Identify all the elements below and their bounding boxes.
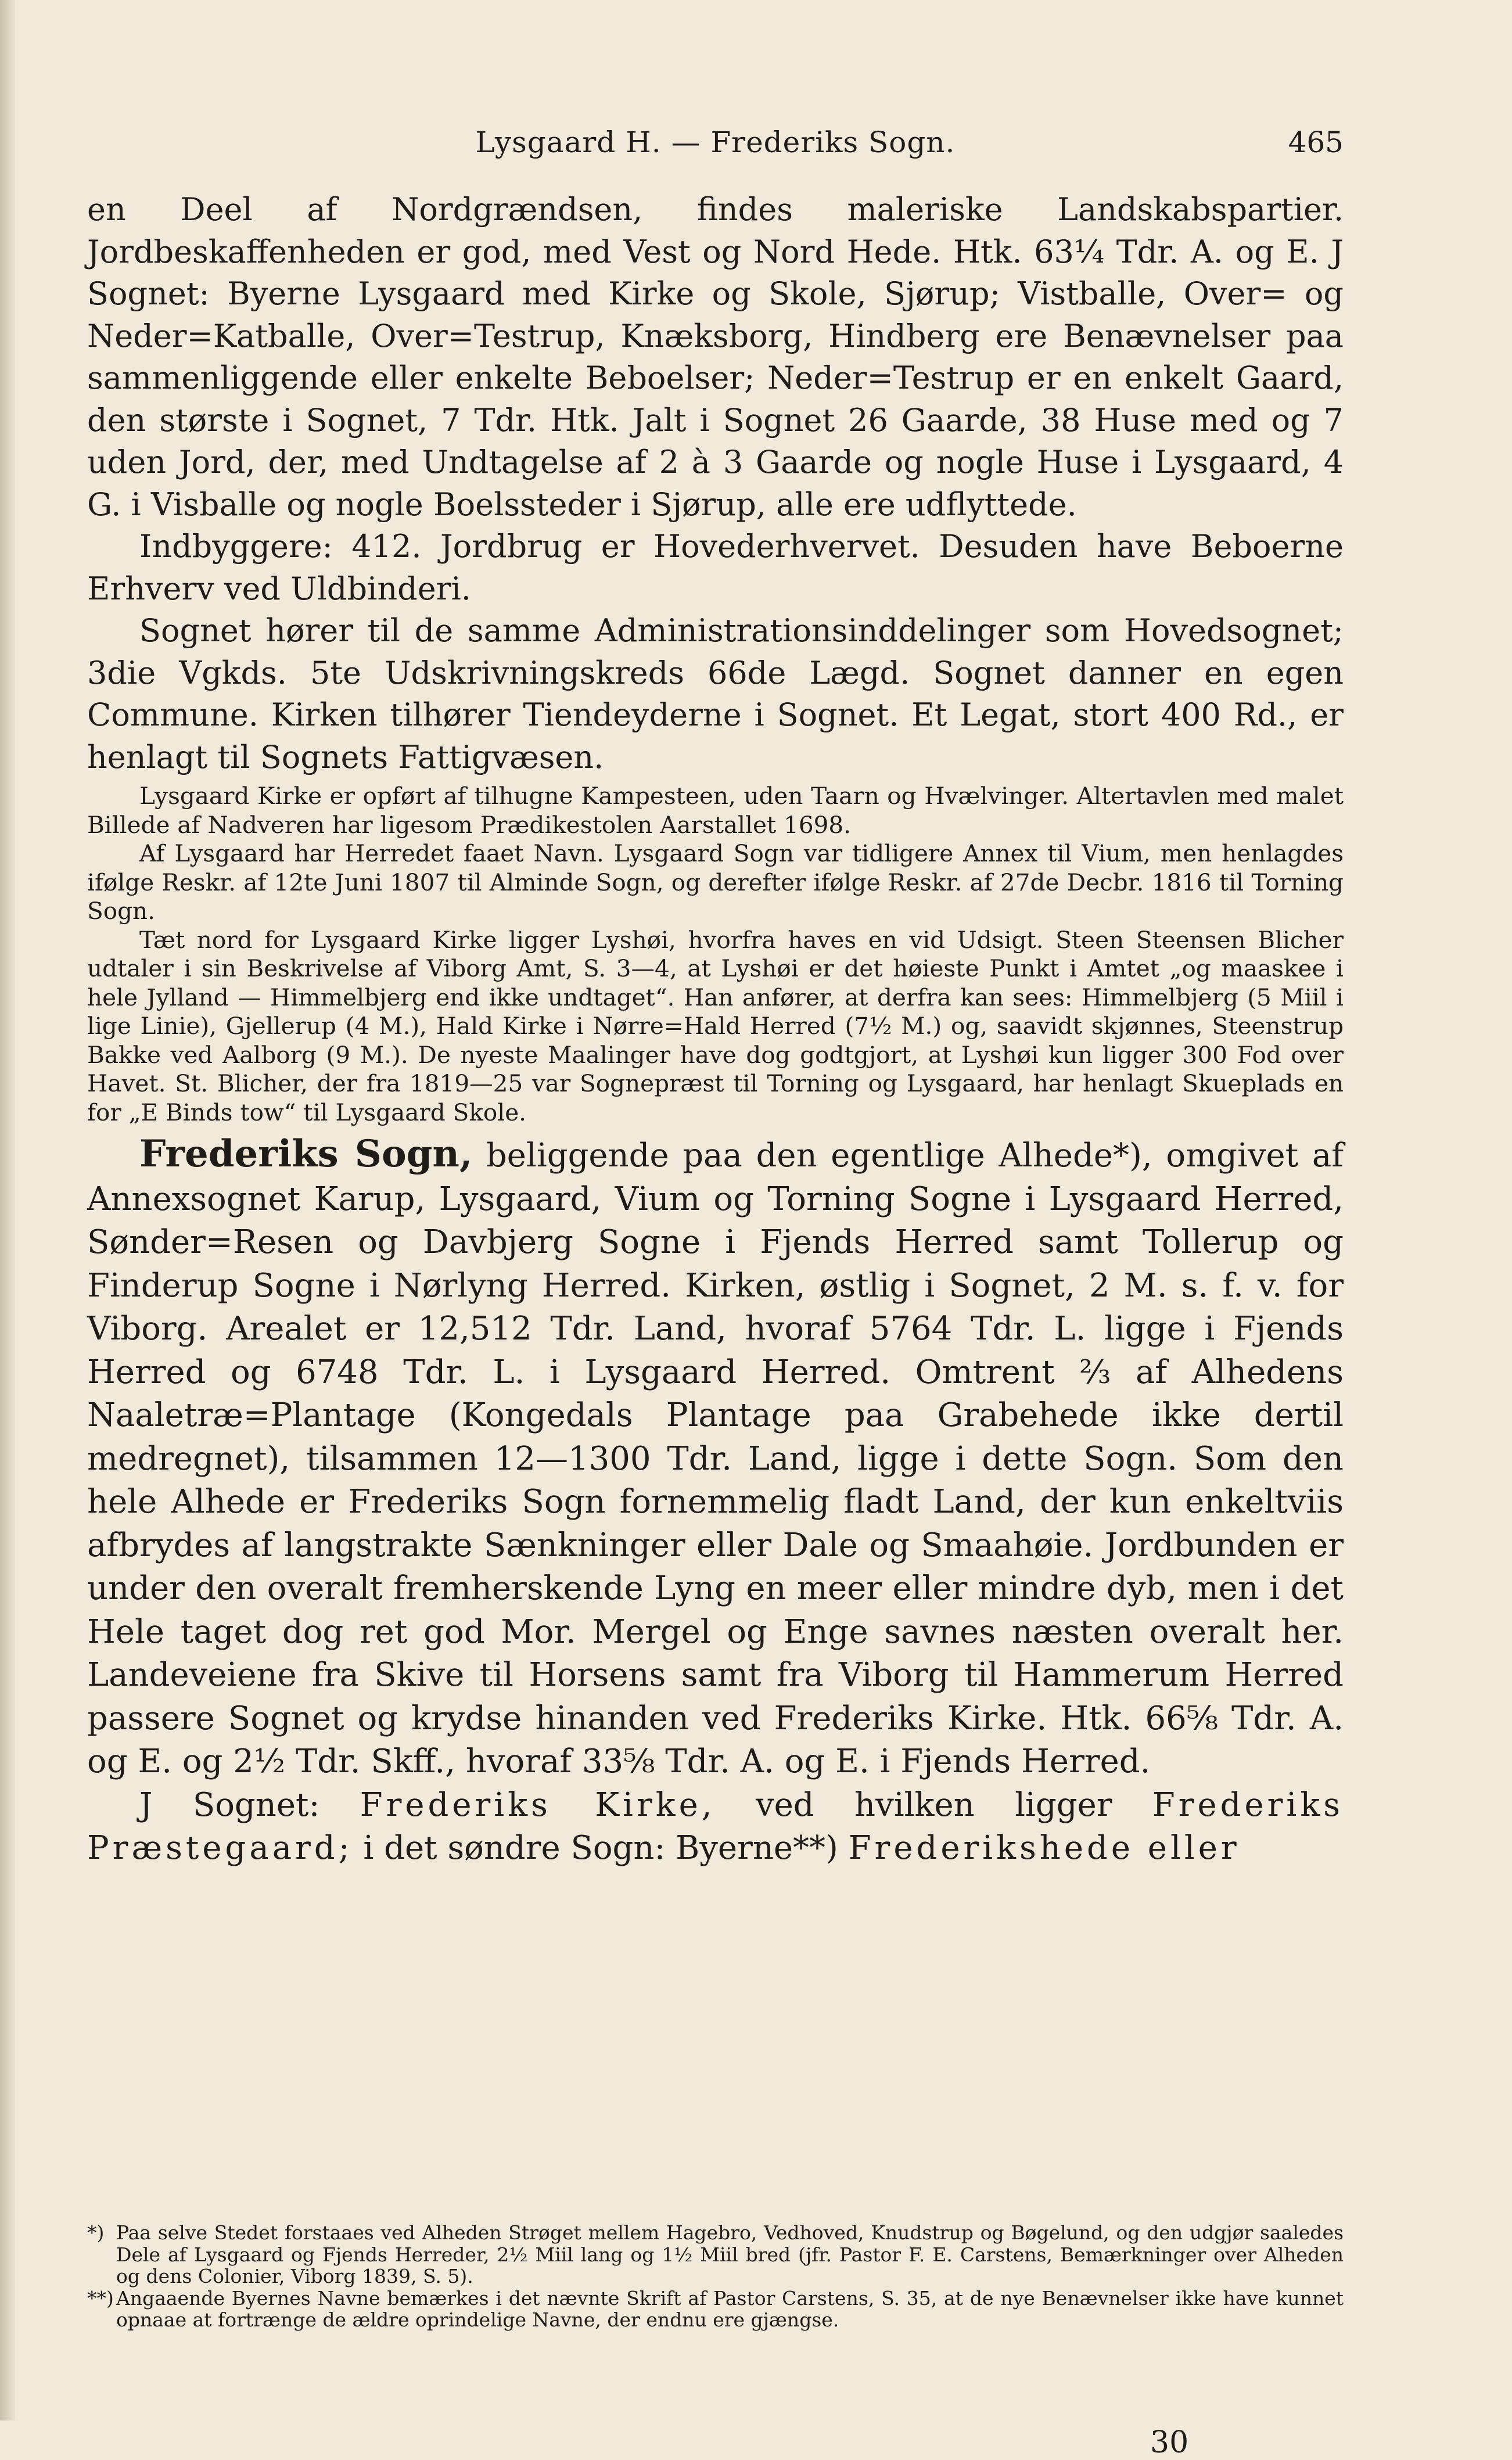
section-text: beliggende paa den egentlige Alhede*), omgivet af Annexsognet Karup, Lysgaard, Vium og Torning Sogne i Lysgaard Herred, Sønder=Resen og Davbjerg Sogne i Fjends Herred samt Tollerup og Finderup Sogne i Nørlyng Herred. Kirken, østlig i Sognet, 2 M. s. f. v. for Viborg. Arealet er 12,512 Tdr. Land, hvoraf 5764 Tdr. L. ligge i Fjends Herred og 6748 Tdr. L. i Lysgaard Herred. Omtrent ⅔ af Alhedens Naaletræ=Plantage (Kongedals Plantage paa Grabehede ikke dertil medregnet), tilsammen 12—1300 Tdr. Land, ligge i dette Sogn. Som den hele Alhede er Frederiks Sogn fornemmelig fladt Land, der kun enkeltviis afbrydes af langstrakte Sænkninger eller Dale og Smaahøie. Jordbunden er under den overalt fremherskende Lyng en meer eller mindre dyb, men i det Hele taget dog ret god Mor. Mergel og Enge savnes næsten overalt her. Landeveiene fra Skive til Horsens samt fra Viborg til Hammerum Herred passere Sognet og krydse hinanden ved Frederiks Kirke. Htk. 66⅝ Tdr. A. og E. og 2½ Tdr. Skff., hvoraf 33⅝ Tdr. A. og E. i Fjends Herred. [87, 1137, 1344, 1780]
section-paragraph [87, 1133, 1344, 1784]
note-paragraph: Af Lysgaard har Herredet faaet Navn. Lysgaard Sogn var tidligere Annex til Vium, men henlagdes ifølge Reskr. af 12te Juni 1807 til Alminde Sogn, og derefter ifølge Reskr. af 27de Decbr. 1816 til Torning Sogn. [87, 839, 1344, 925]
note-paragraph: Lysgaard Kirke er opført af tilhugne Kampesteen, uden Taarn og Hvælvinger. Altertavlen med malet Billede af Nadveren har ligesom Prædikestolen Aarstallet 1698. [87, 782, 1344, 839]
paragraph: Sognet hører til de samme Administrationsinddelinger som Hovedsognet; 3die Vgkds. 5te Udskrivningskreds 66de Lægd. Sognet danner en egen Commune. Kirken tilhører Tiendeyderne i Sognet. Et Legat, stort 400 Rd., er henlagt til Sognets Fattigvæsen. [87, 612, 1344, 775]
section-title: Frederiks Sogn, [139, 1132, 473, 1176]
section-text: i det søndre Sogn: Byerne**) [363, 1829, 838, 1867]
page-number: 465 [1288, 125, 1344, 159]
paragraph: Indbyggere: 412. Jordbrug er Hovederhvervet. Desuden have Beboerne Erhverv ved Uldbinderi. [87, 528, 1344, 607]
footnotes [87, 2222, 1344, 2331]
paragraph: en Deel af Nordgrændsen, findes maleriske Landskabspartier. Jordbeskaffenheden er god, med Vest og Nord Hede. Htk. 63¼ Tdr. A. og E. J Sognet: Byerne Lysgaard med Kirke og Skole, Sjørup; Vistballe, Over= og Neder=Katballe, Over=Testrup, Knæksborg, Hindberg ere Benævnelser paa sammenliggende eller enkelte Beboelser; Neder=Testrup er en enkelt Gaard, den største i Sognet, 7 Tdr. Htk. Jalt i Sognet 26 Gaarde, 38 Huse med og 7 uden Jord, der, med Undtagelse af 2 à 3 Gaarde og nogle Huse i Lysgaard, 4 G. i Visballe og nogle Boelssteder i Sjørup, alle ere udflyttede. [87, 191, 1344, 523]
footnote [87, 2287, 1344, 2331]
footnote-text: Angaaende Byernes Navne bemærkes i det nævnte Skrift af Pastor Carstens, S. 35, at de nye Benævnelser ikke have kunnet opnaae at fortrænge de ældre oprindelige Navne, der endnu ere gjængse. [116, 2286, 1344, 2331]
running-title: Lysgaard H. — Frederiks Sogn. [475, 125, 956, 159]
section-text: J Sognet: [139, 1786, 320, 1824]
place-name: Frederikshede eller [848, 1829, 1240, 1867]
footnote [87, 2222, 1344, 2287]
footnote-mark: **) [87, 2286, 114, 2310]
note-paragraph: Tæt nord for Lysgaard Kirke ligger Lyshøi, hvorfra haves en vid Udsigt. Steen Steensen Blicher udtaler i sin Beskrivelse af Viborg Amt, S. 3—4, at Lyshøi er det høieste Punkt i Amtet „og maaskee i hele Jylland — Himmelbjerg end ikke undtaget“. Han anfører, at derfra kan sees: Himmelbjerg (5 Miil i lige Linie), Gjellerup (4 M.), Hald Kirke i Nørre=Hald Herred (7½ M.) og, saavidt skjønnes, Steenstrup Bakke ved Aalborg (9 M.). De nyeste Maalinger have dog godtgjort, at Lyshøi kun ligger 300 Fod over Havet. St. Blicher, der fra 1819—25 var Sognepræst til Torning og Lysgaard, har henlagt Skueplads en for „E Binds tow“ til Lysgaard Skole. [87, 925, 1344, 1126]
page-gutter-shadow [0, 0, 15, 2421]
running-head [87, 119, 1344, 166]
place-name: Frederiks Præstegaard; [87, 1786, 1344, 1867]
place-name: Frederiks Kirke, [360, 1786, 716, 1824]
signature-mark: 30 [1150, 2425, 1189, 2460]
section-text: ved hvilken ligger [756, 1786, 1112, 1824]
book-page [87, 119, 1344, 2460]
footnote-text: Paa selve Stedet forstaaes ved Alheden Strøget mellem Hagebro, Vedhoved, Knudstrup og Bøgelund, og den udgjør saaledes Dele af Lysgaard og Fjends Herreder, 2½ Miil lang og 1½ Miil bred (jfr. Pastor F. E. Carstens, Bemærkninger over Alheden og dens Colonier, Viborg 1839, S. 5). [116, 2221, 1344, 2287]
section-paragraph [87, 1784, 1344, 1870]
footnote-mark: *) [87, 2221, 105, 2244]
notes-block [87, 782, 1344, 1127]
